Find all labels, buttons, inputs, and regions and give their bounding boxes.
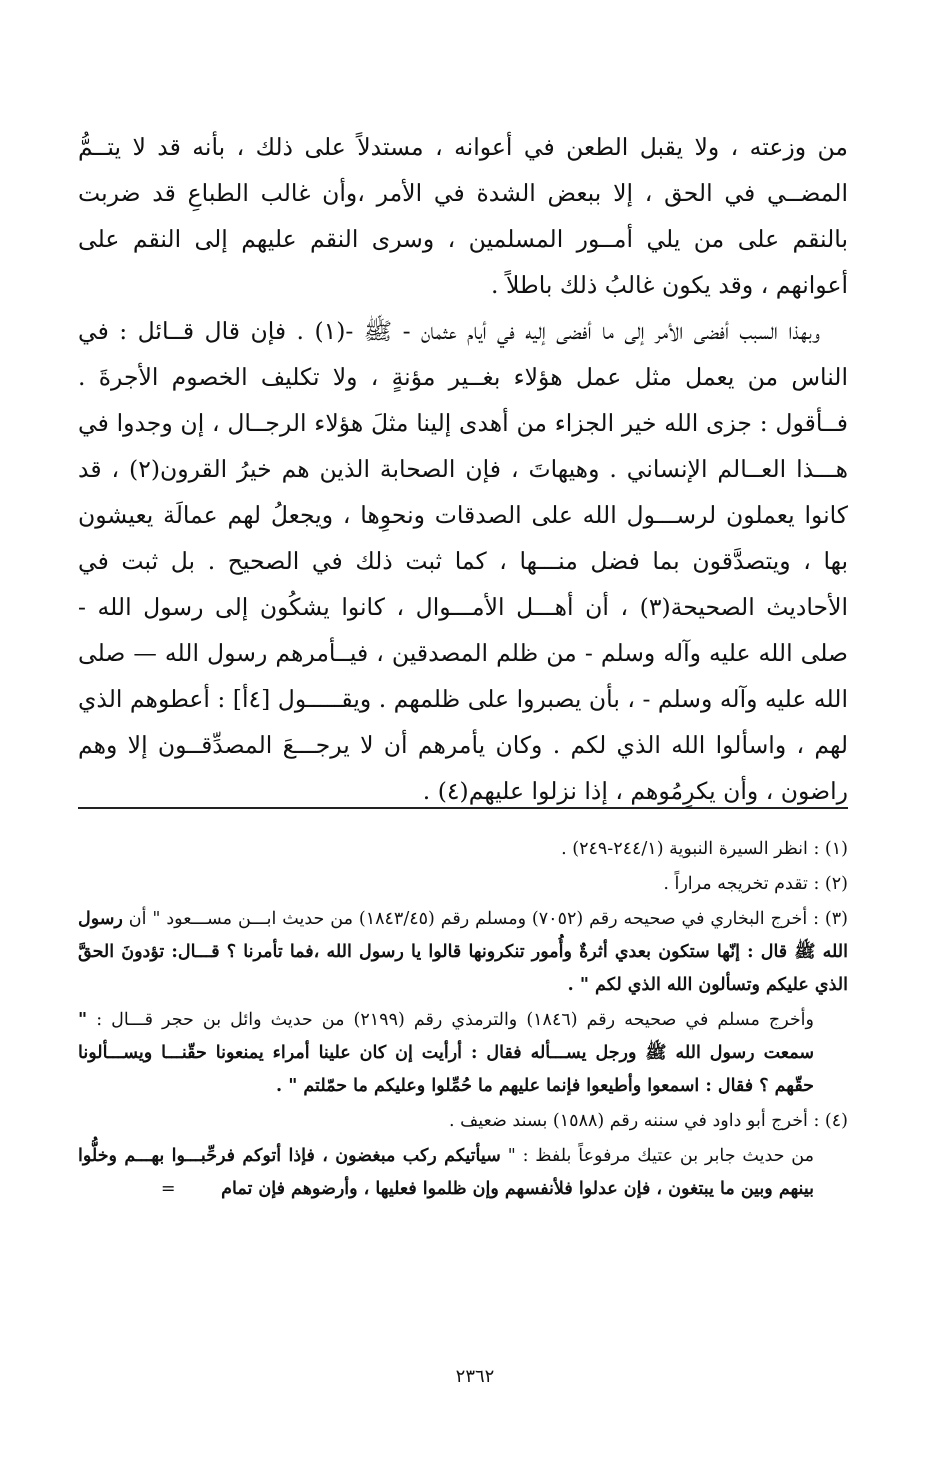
paragraph: من وزعته ، ولا يقبل الطعن في أعوانه ، مستدلاً على ذلك ، بأنه قد لا يتــمُّ المضــي في الحق ، إلا ببعض الشدة في الأمر ،وأن غالب الطباعِ قد ضربت بالنقم على من يلي أمــور المسلمين ، وسرى النقم عليهم إلى النقم على أعوانهم ، وقد يكون غالبُ ذلك باطلاً .	[78, 133, 848, 299]
footnote-3	[78, 903, 848, 1002]
main-text	[78, 124, 848, 814]
footnote-4b-hadith-quote: سيأتيكم ركب مبغضون ، فإذا أتوكم فرحِّبـــوا بهـــم وخلُّوا بينهم وبين ما يبتغون ، فإن عدلوا فلأنفسهم وإن ظلموا فعليها ، وأرضوهم فإن تمام	[78, 1146, 814, 1199]
footnote-3b-text: وأخرج مسلم في صحيحه رقم (١٨٤٦) والترمذي رقم (٢١٩٩) من حديث وائل بن حجر قـــال :	[96, 1010, 814, 1030]
footnote-4b-text: من حديث جابر بن عتيك مرفوعاً بلفظ : "	[507, 1146, 814, 1166]
footnote-2: (٢) : تقدم تخريجه مراراً .	[663, 874, 848, 894]
footnote-4-second-source	[78, 1140, 848, 1206]
footnote-3b-hadith-quote: " سمعت رسول الله ﷺ ورجل يســـأله فقال : أرأيت إن كان علينا أمراء يمنعونا حقّنـــا ويســـألونا حقّهم ؟ فقال : اسمعوا وأطيعوا فإنما عليهم ما حُمِّلوا وعليكم ما حمّلتم " .	[78, 1010, 814, 1096]
footnote-3-second-source	[78, 1004, 848, 1103]
page-number: ٢٣٦٢	[455, 1366, 495, 1387]
footnote-4: (٤) : أخرج أبو داود في سننه رقم (١٥٨٨) بسند ضعيف .	[449, 1111, 848, 1131]
footnotes	[78, 833, 848, 1208]
footnote-1: (١) : انظر السيرة النبوية (٢٤٤/١-٢٤٩) .	[561, 839, 848, 859]
footnote-separator	[78, 807, 848, 809]
continuation-mark: =	[160, 1179, 176, 1199]
paragraph: وبهذا السبب أفضى الأمر إلى ما أفضى إليه في أيام عثمان - ﷺ -(١) . فإن قال قــائل : في الناس من يعمل مثل عمل هؤلاء بغــير مؤنةٍ ، ولا تكليف الخصوم الأجرةَ . فــأقول : جزى الله خير الجزاء من أهدى إلينا مثلَ هؤلاء الرجــال ، إن وجدوا في هـــذا العــالم الإنساني . وهيهاتَ ، فإن الصحابة الذين هم خيرُ القرون(٢) ، قد كانوا يعملون لرســـول الله على الصدقات ونحوِها ، ويجعلُ لهم عمالَة يعيشون بها ، ويتصدَّقون بما فضل منـــها ، كما ثبت ذلك في الصحيح . بل ثبت في الأحاديث الصحيحة(٣) ، أن أهـــل الأمـــوال ، كانوا يشكُون إلى رسول الله - صلى الله عليه وآله وسلم - من ظلم المصدقين ، فيــأمرهم رسول الله — صلى الله عليه وآله وسلم - ، بأن يصبروا على ظلمهم . ويقـــــول [٤أ] : أعطوهم الذي لهم ، واسألوا الله الذي لكم . وكان يأمرهم أن لا يرجـــعَ المصدِّقــون إلا وهم راضون ، وأن يكرِمُوهم ، إذا نزلوا عليهم(٤) .	[78, 317, 849, 805]
footnote-3-text: (٣) : أخرج البخاري في صحيحه رقم (٧٠٥٢) ومسلم رقم (١٨٤٣/٤٥) من حديث ابـــن مســـعود " أن	[128, 909, 848, 929]
footnote-3-hadith-quote: رسول الله ﷺ قال : إنّها ستكون بعدي أثرةٌ وأُمور تنكرونها قالوا يا رسول الله ،فما تأمرنا ؟ قـــال: تؤدونَ الحقَّ الذي عليكم وتسألون الله الذي لكم " .	[78, 909, 848, 995]
